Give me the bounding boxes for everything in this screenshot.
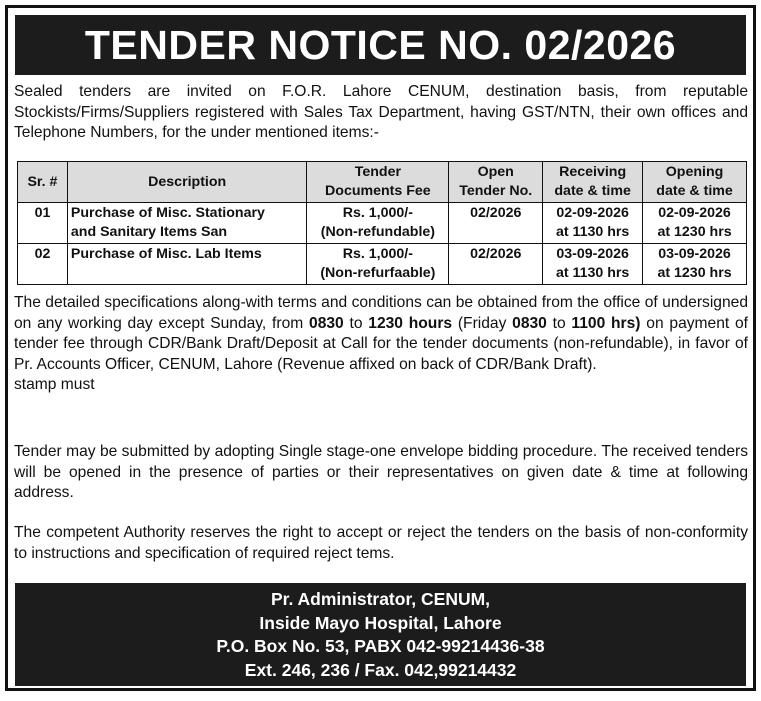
table-header-row <box>18 162 747 203</box>
row-fee-note: (Non-refurfaable) <box>320 265 436 281</box>
tender-notice <box>5 5 756 691</box>
header-fee <box>307 162 449 203</box>
footer-line-fax: Ext. 246, 236 / Fax. 042,99214432 <box>244 659 517 680</box>
footer-line-address: Inside Mayo Hospital, Lahore <box>259 612 502 633</box>
row-receiving-time: at 1130 hrs <box>555 224 630 240</box>
footer-line-office: Pr. Administrator, CENUM, <box>270 589 491 609</box>
header-sr: Sr. # <box>18 162 68 203</box>
footer-line-phone: P.O. Box No. 53, PABX 042-99214436-38 <box>216 636 545 656</box>
details-text: The detailed specifications along-with terms and conditions can be obtained from the office of undersigned on any working day except Sunday, from <box>14 294 748 332</box>
details-text: (Friday <box>452 314 513 332</box>
intro-paragraph: Sealed tenders are invited on F.O.R. Lahore CENUM, destination basis, from reputable Stockists/Firms/Suppliers registered with Sales Tax Department, having GST/NTN, their own offices and Telephone Numbers, for the under mentioned items:- <box>14 83 748 142</box>
header-open-tender <box>449 162 543 203</box>
row-opening-date: 03-09-2026 <box>658 246 731 262</box>
table-row <box>18 244 747 285</box>
authority-paragraph: The competent Authority reserves the right to accept or reject the tenders on the basis of non-conformity to instructions and specification of required reject tems. <box>14 524 748 562</box>
contact-footer <box>15 583 746 686</box>
row-receiving-date: 03-09-2026 <box>556 246 629 262</box>
row-desc-line2: and Sanitary Items San <box>70 224 228 240</box>
row-receiving-date: 02-09-2026 <box>556 205 629 221</box>
tender-items-table <box>17 161 747 285</box>
row-receiving <box>543 244 643 285</box>
procedure-paragraph: Tender may be submitted by adopting Single stage-one envelope bidding procedure. The received tenders will be opened in the presence of parties or their representatives on given date & time at following address. <box>14 443 748 502</box>
row-fee-note: (Non-refundable) <box>320 224 435 240</box>
row-opening <box>643 203 747 244</box>
row-description <box>67 203 307 244</box>
header-fee-line2: Documents Fee <box>325 183 431 199</box>
row-fee <box>307 244 449 285</box>
details-text: to <box>546 314 572 332</box>
details-text: on payment of tender fee through CDR/Bank Draft/Deposit at Call for the tender documents (non-refundable), in favor of Pr. Accounts Officer, CENUM, Lahore (Revenue affixed on back of CDR/Bank Draft). <box>14 314 748 373</box>
row-fee-amount: Rs. 1,000/- <box>342 205 413 221</box>
header-fee-line1: Tender <box>354 164 401 180</box>
notice-title: TENDER NOTICE NO. 02/2026 <box>15 15 746 75</box>
header-opening-line1: Opening <box>665 164 724 180</box>
row-receiving <box>543 203 643 244</box>
details-hours-from: 0830 <box>309 314 344 332</box>
row-description <box>67 244 307 285</box>
row-opening-date: 02-09-2026 <box>658 205 731 221</box>
row-desc-line1: Purchase of Misc. Lab Items <box>70 246 262 262</box>
header-opening <box>643 162 747 203</box>
details-friday-from: 0830 <box>512 314 547 332</box>
row-open-tender: 02/2026 <box>449 244 543 285</box>
header-description: Description <box>67 162 307 203</box>
table-row <box>18 203 747 244</box>
header-receiving-line1: Receiving <box>559 164 627 180</box>
row-desc-line1: Purchase of Misc. Stationary <box>70 205 265 221</box>
row-fee-amount: Rs. 1,000/- <box>342 246 413 262</box>
details-text: to <box>343 314 369 332</box>
row-fee <box>307 203 449 244</box>
header-open-line1: Open <box>477 164 514 180</box>
details-hours-to: 1230 hours <box>368 314 453 332</box>
row-receiving-time: at 1130 hrs <box>555 265 630 281</box>
header-opening-line2: date & time <box>656 183 733 199</box>
row-opening <box>643 244 747 285</box>
row-opening-time: at 1230 hrs <box>657 265 732 281</box>
header-receiving-line2: date & time <box>554 183 631 199</box>
details-friday-to: 1100 hrs) <box>571 314 641 332</box>
row-open-tender: 02/2026 <box>449 203 543 244</box>
header-open-line2: Tender No. <box>459 183 533 199</box>
row-opening-time: at 1230 hrs <box>657 224 732 240</box>
header-receiving <box>543 162 643 203</box>
details-stamp-note: stamp must <box>14 376 95 394</box>
row-sr: 02 <box>18 244 68 285</box>
details-paragraph <box>14 293 748 396</box>
row-sr: 01 <box>18 203 68 244</box>
